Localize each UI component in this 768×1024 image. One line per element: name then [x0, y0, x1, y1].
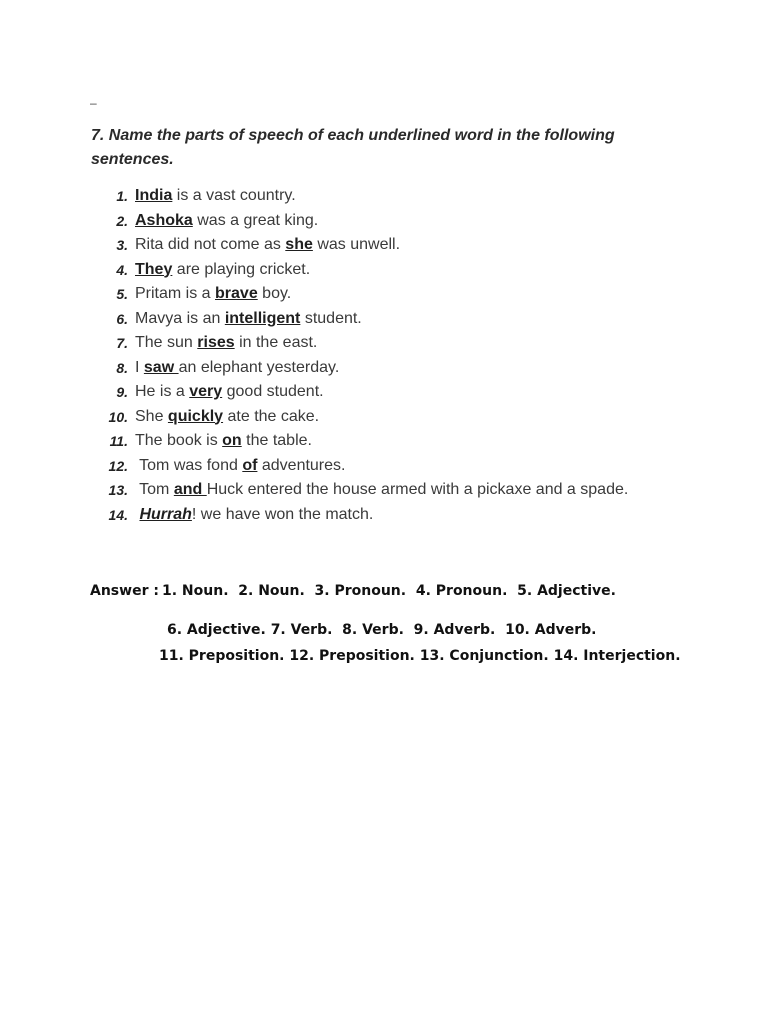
item-number: 2.: [116, 212, 128, 229]
item-text: [135, 209, 318, 234]
dash-marker: –: [90, 96, 97, 110]
item-post: in the east.: [234, 334, 318, 351]
item-number: 11.: [109, 433, 128, 449]
answer-line-3: 11. Preposition. 12. Preposition. 13. Conjunction. 14. Interjection.: [159, 648, 681, 664]
item-text: [135, 184, 296, 209]
item-pre: Tom was fond: [135, 456, 243, 474]
list-item: [100, 429, 700, 454]
item-number: 4.: [116, 261, 128, 278]
item-post: is a vast country.: [172, 187, 296, 204]
underlined-word: brave: [215, 285, 258, 302]
item-number: 10.: [108, 408, 128, 425]
answer-line-2: 6. Adjective. 7. Verb. 8. Verb. 9. Adverb. 10. Adverb.: [167, 622, 597, 638]
underlined-word: she: [285, 236, 313, 253]
item-post: an elephant yesterday.: [178, 358, 340, 376]
item-number: 14.: [108, 506, 128, 523]
list-item: [100, 405, 700, 430]
item-number: 1.: [116, 188, 128, 204]
item-pre: The sun: [135, 334, 198, 351]
list-item: [100, 331, 700, 356]
item-pre: Pritam is a: [135, 285, 216, 302]
item-pre: The book is: [135, 432, 223, 449]
item-text: [135, 478, 628, 503]
item-pre: Rita did not come as: [135, 236, 286, 253]
underlined-word: Ashoka: [135, 211, 193, 229]
underlined-word: and: [173, 481, 207, 498]
item-post: ate the cake.: [223, 407, 320, 425]
item-text: [135, 233, 400, 258]
underlined-word: very: [189, 383, 223, 400]
item-post: the table.: [241, 432, 312, 449]
underlined-word: of: [242, 456, 258, 474]
answer-line-1: 1. Noun. 2. Noun. 3. Pronoun. 4. Pronoun. 5. Adjective.: [162, 583, 616, 599]
list-item: [100, 258, 700, 283]
list-item: [100, 307, 700, 332]
list-item: [100, 233, 700, 258]
item-pre: Mavya is an: [135, 309, 225, 327]
item-text: [135, 331, 317, 356]
underlined-word: They: [135, 260, 173, 278]
underlined-word: on: [222, 432, 242, 449]
item-text: [135, 356, 339, 381]
item-number: 12.: [108, 457, 128, 474]
item-number: 9.: [116, 384, 128, 400]
item-pre: He is a: [135, 383, 190, 400]
item-post: boy.: [257, 285, 292, 302]
list-item: [100, 282, 700, 307]
answer-label: Answer :: [90, 583, 159, 599]
item-number: 3.: [116, 237, 128, 253]
underlined-word: rises: [197, 334, 235, 351]
item-number: 7.: [116, 335, 128, 351]
item-number: 8.: [116, 359, 128, 376]
item-post: student.: [300, 309, 362, 327]
list-item: [100, 184, 700, 209]
item-pre: I: [135, 358, 144, 376]
underlined-word: India: [135, 187, 173, 204]
question-heading: 7. Name the parts of speech of each underlined word in the following sentences.: [91, 127, 615, 168]
underlined-word: quickly: [167, 407, 224, 425]
underlined-word: Hurrah: [139, 505, 192, 523]
item-text: [135, 503, 373, 528]
item-post: Huck entered the house armed with a pickaxe and a spade.: [206, 481, 629, 498]
item-post: good student.: [222, 383, 324, 400]
item-text: [135, 307, 362, 332]
item-number: 6.: [116, 310, 128, 327]
item-post: ! we have won the match.: [191, 505, 374, 523]
list-item: [100, 209, 700, 234]
item-number: 13.: [108, 482, 128, 498]
item-pre: She: [135, 407, 168, 425]
item-text: [135, 454, 345, 479]
list-item: [100, 356, 700, 381]
list-item: [100, 454, 700, 479]
item-post: are playing cricket.: [172, 260, 311, 278]
item-text: [135, 258, 310, 283]
item-text: [135, 405, 319, 430]
list-item: [100, 478, 700, 503]
item-post: adventures.: [257, 456, 346, 474]
item-number: 5.: [116, 286, 128, 302]
list-item: [100, 380, 700, 405]
list-item: [100, 503, 700, 528]
item-post: was unwell.: [312, 236, 401, 253]
underlined-word: saw: [143, 358, 179, 376]
item-post: was a great king.: [192, 211, 319, 229]
item-text: [135, 282, 291, 307]
item-text: [135, 380, 324, 405]
sentence-list: [100, 184, 700, 527]
item-pre: Tom: [135, 481, 174, 498]
item-text: [135, 429, 312, 454]
underlined-word: intelligent: [224, 309, 301, 327]
